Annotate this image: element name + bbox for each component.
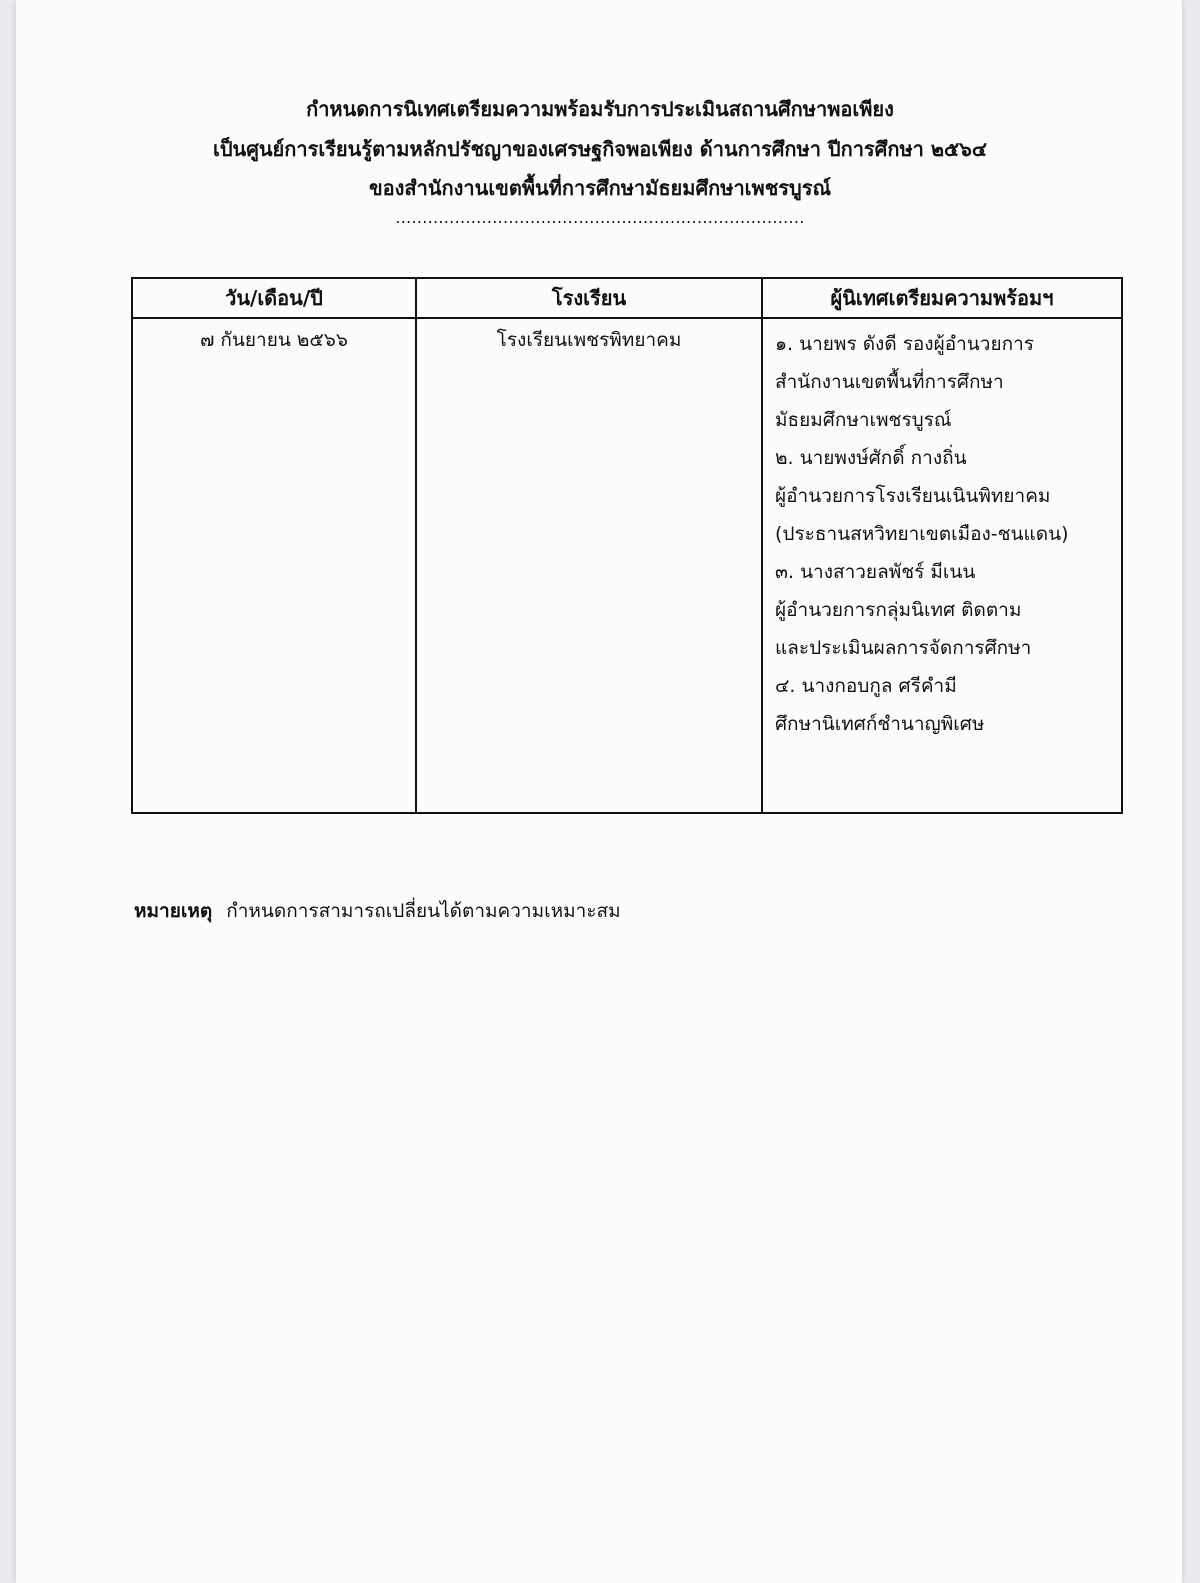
- cell-supervisors: [762, 318, 1122, 813]
- header-school: โรงเรียน: [416, 278, 762, 318]
- supervisor-line: ผู้อำนวยการกลุ่มนิเทศ ติดตาม: [775, 599, 1022, 621]
- title-line-2: เป็นศูนย์การเรียนรู้ตามหลักปรัชญาของเศรษฐกิจพอเพียง ด้านการศึกษา ปีการศึกษา ๒๕๖๔: [212, 137, 987, 161]
- supervisor-line: ๔. นางกอบกูล ศรีคำมี: [775, 675, 957, 697]
- header-date: วัน/เดือน/ปี: [132, 278, 416, 318]
- schedule-table: [131, 277, 1123, 814]
- header-supervisors: ผู้นิเทศเตรียมความพร้อมฯ: [762, 278, 1122, 318]
- supervisor-line: ผู้อำนวยการโรงเรียนเนินพิทยาคม: [775, 485, 1051, 507]
- supervisor-line: ๓. นางสาวยลพัชร์ มีเนน: [775, 561, 976, 583]
- supervisor-line: มัธยมศึกษาเพชรบูรณ์: [775, 409, 952, 431]
- supervisor-line: ๒. นายพงษ์ศักดิ์ กางถิ่น: [775, 447, 967, 469]
- supervisor-line: ๑. นายพร ดังดี รองผู้อำนวยการ: [775, 333, 1034, 355]
- supervisor-line: ศึกษานิเทศก์ชำนาญพิเศษ: [775, 713, 985, 735]
- note-label: หมายเหตุ: [134, 900, 213, 922]
- supervisor-line: สำนักงานเขตพื้นที่การศึกษา: [775, 371, 1004, 393]
- cell-date: ๗ กันยายน ๒๕๖๖: [132, 318, 416, 813]
- table-header-row: [132, 278, 1122, 318]
- cell-school: โรงเรียนเพชรพิทยาคม: [416, 318, 762, 813]
- supervisor-line: และประเมินผลการจัดการศึกษา: [775, 637, 1032, 659]
- note-text: กำหนดการสามารถเปลี่ยนได้ตามความเหมาะสม: [226, 900, 621, 922]
- note: [134, 896, 621, 926]
- supervisor-line: (ประธานสหวิทยาเขตเมือง-ชนแดน): [775, 523, 1069, 545]
- title-line-3: ของสำนักงานเขตพื้นที่การศึกษามัธยมศึกษาเพชรบูรณ์: [368, 176, 831, 200]
- dotted-separator: ............................................................................: [395, 208, 805, 227]
- table-row: [132, 318, 1122, 813]
- title-line-1: กำหนดการนิเทศเตรียมความพร้อมรับการประเมินสถานศึกษาพอเพียง: [306, 97, 894, 121]
